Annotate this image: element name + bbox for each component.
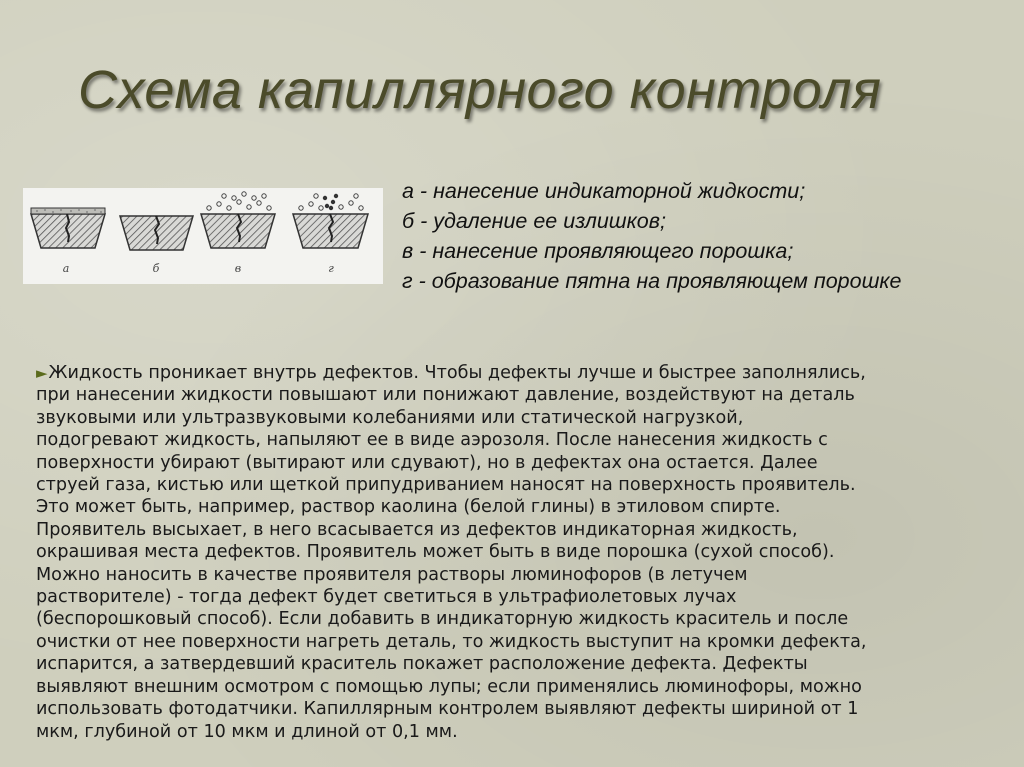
body-line: Проявитель высыхает, в него всасывается из дефектов индикаторная жидкость, (36, 519, 798, 540)
body-line: струей газа, кистью или щеткой припудриванием наносят на поверхность проявитель. (36, 475, 856, 496)
body-line: подогревают жидкость, напыляют ее в виде аэрозоля. После нанесения жидкость с (36, 430, 828, 451)
body-line: при нанесении жидкости повышают или понижают давление, воздействуют на деталь (36, 385, 855, 406)
body-line: мкм, глубиной от 10 мкм и длиной от 0,1 мм. (36, 721, 458, 742)
stage-d-specimen (293, 194, 368, 248)
legend-item-d: г - образование пятна на проявляющем порошке (402, 269, 902, 293)
figure-legend (402, 176, 1012, 296)
body-line: выявляют внешним осмотром с помощью лупы; если применялись люминофоры, можно (36, 676, 862, 697)
body-line: использовать фотодатчики. Капиллярным контролем выявляют дефекты шириной от 1 (36, 699, 859, 720)
body-line: окрашивая места дефектов. Проявитель может быть в виде порошка (сухой способ). (36, 542, 835, 563)
bullet-icon: ► (36, 364, 48, 382)
body-line: поверхности убирают (вытирают или сдувают), но в дефектах она остается. Далее (36, 452, 818, 473)
stage-label-d: г (328, 262, 334, 275)
body-line: испарится, а затвердевший краситель покажет расположение дефекта. Дефекты (36, 654, 808, 675)
legend-item-c: в - нанесение проявляющего порошка; (402, 239, 794, 263)
slide-title: Схема капиллярного контроля (78, 60, 882, 120)
stage-c-specimen (201, 192, 275, 248)
stage-a-specimen (31, 208, 105, 248)
body-line: звуковыми или ультразвуковыми колебаниями или статической нагрузкой, (36, 407, 744, 428)
legend-item-a: а - нанесение индикаторной жидкости; (402, 179, 806, 203)
body-paragraph (36, 362, 998, 743)
stage-b-specimen (120, 216, 193, 250)
body-line: очистки от нее поверхности нагреть деталь, то жидкость выступит на кромки дефекта, (36, 631, 867, 652)
body-line-text: Жидкость проникает внутрь дефектов. Чтобы дефекты лучше и быстрее заполнялись, (48, 363, 866, 383)
stage-label-c: в (234, 262, 242, 275)
body-line: растворителе) - тогда дефект будет светиться в ультрафиолетовых лучах (36, 587, 737, 608)
capillary-scheme-figure (23, 188, 383, 284)
body-line: Можно наносить в качестве проявителя растворы люминофоров (в летучем (36, 564, 748, 585)
capillary-scheme-drawing (23, 188, 383, 284)
body-line: Это может быть, например, раствор каолина (белой глины) в этиловом спирте. (36, 497, 781, 518)
stage-label-b: б (152, 262, 160, 275)
stage-label-a: а (62, 262, 70, 275)
legend-item-b: б - удаление ее излишков; (402, 209, 666, 233)
body-line: (беспорошковый способ). Если добавить в индикаторную жидкость краситель и после (36, 609, 849, 630)
body-line (36, 362, 998, 384)
